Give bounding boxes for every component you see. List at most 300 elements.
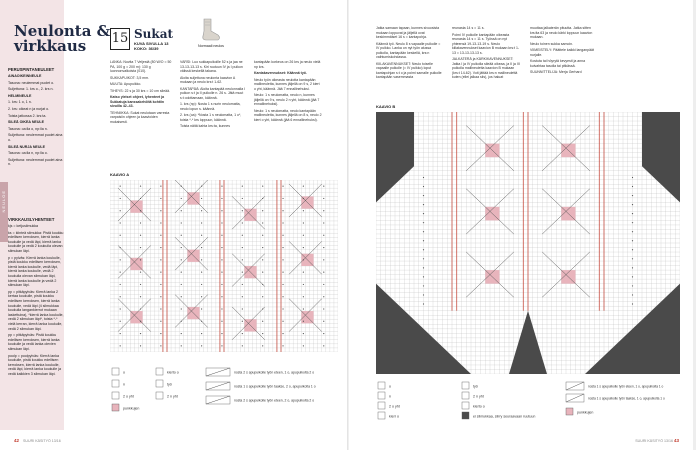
helmi-line-1: 1. krs: 1 o, 1 n. <box>8 100 32 105</box>
stitch-dot <box>201 198 202 199</box>
knitting-chart-b <box>376 112 680 374</box>
stitch-dot <box>140 296 141 297</box>
stitch-dot <box>262 247 263 248</box>
legend-right-graphics <box>376 380 676 424</box>
stitch-dot <box>632 267 633 268</box>
stitch-dot <box>303 321 304 322</box>
stitch-dot <box>282 345 283 346</box>
col-para: KANTAPÄÄ: Aloita kantapää neulonnalla I puikon s:t ja II puikolle n. 26 s. Jätä muut s:t odottamaan, käännä. <box>180 86 246 100</box>
pattern-name: Sukat <box>134 27 174 41</box>
stitch-dot <box>181 272 182 273</box>
stitch-dot <box>160 333 161 334</box>
left-col-2 <box>180 60 246 131</box>
stitch-dot <box>262 345 263 346</box>
stitch-dot <box>282 272 283 273</box>
stitch-dot <box>632 213 633 214</box>
stitch-dot <box>120 272 121 273</box>
stitch-dot <box>181 198 182 199</box>
stitch-dot <box>303 210 304 211</box>
aina-line-1: Tasona: neulemmat puolet o. <box>8 80 55 85</box>
stitch-dot <box>262 296 263 297</box>
col-para: Jatka samaan tapaan, kunnes sivuosista mukaan loppuvat ja jäljellä ovat keskimmäiset 16 s = kantapohja. <box>376 26 440 39</box>
col-para: VIIMEISTELY: Päättele kaikki langanpäät nurjalle. <box>530 48 594 57</box>
section-title: Neulonta & virkkaus <box>14 22 111 55</box>
footer-right <box>635 438 682 443</box>
col-para: Toista näitä kahta krs:ta, kunnes <box>180 124 230 128</box>
stitch-dot <box>160 235 161 236</box>
stitch-dot <box>120 308 121 309</box>
helmi-line-2: 2. krs: oikeat n ja nurjat o. <box>8 107 50 112</box>
legend-label: o <box>123 370 125 375</box>
legend-label: ei silmukkaa, siirry seuraavaan ruutuun <box>473 414 536 419</box>
stitch-dot <box>221 222 222 223</box>
stitch-dot <box>221 308 222 309</box>
stitch-dot <box>140 272 141 273</box>
stitch-dot <box>632 294 633 295</box>
stitch-dot <box>201 222 202 223</box>
stitch-dot <box>242 222 243 223</box>
stitch-dot <box>221 321 222 322</box>
stitch-dot <box>303 222 304 223</box>
stitch-dot <box>160 186 161 187</box>
stitch-dot <box>201 345 202 346</box>
stitch-dot <box>181 247 182 248</box>
stitch-dot <box>303 198 304 199</box>
stitch-dot <box>323 235 324 236</box>
stitch-dot <box>140 321 141 322</box>
sileaoik-heading: SILEÄ OIKEA NEULE <box>8 120 45 125</box>
publication: SUURI KÄSITYÖ 13/16 <box>23 439 61 443</box>
abbrev-item: pp = pitkäpylväs: Pistä koukku edellisen kerroksen, kierrä lanka koukulle ja vedä lanka olevien silmukan läpi. <box>8 333 60 351</box>
stitch-dot <box>282 198 283 199</box>
col-para: Aloita suljettuna neulonta kaavion A mukaan ja neulo krs:t 1-62. <box>180 75 236 84</box>
stitch-dot <box>221 210 222 211</box>
legend-right <box>376 380 676 425</box>
stitch-dot <box>282 333 283 334</box>
stitch-dot <box>160 272 161 273</box>
stitch-dot <box>120 222 121 223</box>
stitch-dot <box>201 321 202 322</box>
abbrev-item: pp = pitkäpylväs: Kierrä lanka 2 kertaa koukulle, pistä koukku edellisen kerroksen, kierrä lanka koukulle, vedä läpi (4 silmukkaa koukulla langankierrot mukaan laskettuina), *kierrä lanka koukulle, vedä 2 silmukan läpi*, toista *-* vielä kerran, kierrä lanka koukulle, vedä 2 silmukan läpi. <box>8 289 64 331</box>
stitch-dot <box>632 222 633 223</box>
stitch-dot <box>282 247 283 248</box>
stitch-dot <box>632 303 633 304</box>
stitch-dot <box>140 308 141 309</box>
stitch-dot <box>262 284 263 285</box>
stitch-dot <box>181 186 182 187</box>
sock-caption: Normaali neulos <box>198 44 224 48</box>
stitch-dot <box>632 258 633 259</box>
stitch-dot <box>282 308 283 309</box>
stitch-dot <box>221 235 222 236</box>
footer-left <box>14 438 61 443</box>
col-para: JALKATERÄ ja KÄRKIKAVENNUKSET: Jatka I ja IV puikolla sileää oikeaa, ja II ja III puikolla mallineuletta kaavion B mukaan (krs:t 14-62). Voit jättää krs:n mallineulettä kuten (ellei jalkaa siis), jos haluat <box>452 57 520 79</box>
col-para: Poimi IV puikolle kantapään oikeasta reunasta 14 s = 11 s. Työssä on nyt yhteensä 19-13-13-19 s. Neulo kiilakavennukset kaavion B mukaan krs:t 1-13 = 13-13-13-13 s. <box>452 32 520 55</box>
stitch-dot <box>323 198 324 199</box>
stitch-dot <box>632 276 633 277</box>
right-col-2 <box>452 26 522 82</box>
stitch-dot <box>323 333 324 334</box>
stitch-dot <box>242 198 243 199</box>
stitch-dot <box>181 321 182 322</box>
stitch-dot <box>303 235 304 236</box>
cable-note: nosta 1 s apupuikolle työn taakse, 1 o, apupuikolta 1 o <box>588 396 665 401</box>
legend-label: 2 o yht <box>389 404 400 409</box>
stitch-dot <box>323 259 324 260</box>
stitch-dot <box>181 296 182 297</box>
helmi-line-3: Toista jatkossa 2. krs:ta. <box>8 113 47 118</box>
stitch-dot <box>160 296 161 297</box>
col-para: muuttaa jalkaterän pituutta. Jatka sitten krs:lta 63 ja neulo kärki loppuun kaavion mukaan. <box>530 26 593 39</box>
stitch-dot <box>201 284 202 285</box>
stitch-dot <box>632 240 633 241</box>
stitch-dot <box>160 222 161 223</box>
legend-swatch <box>378 412 385 419</box>
stitch-dot <box>262 210 263 211</box>
stitch-dot <box>242 186 243 187</box>
legend-left <box>110 364 338 424</box>
stitch-dot <box>242 247 243 248</box>
col-para: reunasta 14 s = 11 s. <box>452 26 485 30</box>
stitch-dot <box>303 333 304 334</box>
stitch-dot <box>140 222 141 223</box>
stitch-dot <box>120 321 121 322</box>
legend-label: kierto o <box>473 404 485 409</box>
legend-swatch <box>378 392 385 399</box>
stitch-dot <box>120 235 121 236</box>
col-para: 2. krs (oa): *Nosta 1 s neulomatta, 1 o*, toista *-* krs loppuun, käännä. <box>180 113 242 122</box>
col-para: SUKKAPUIKOT: 3,5 mm. <box>110 75 150 80</box>
stitch-dot <box>201 247 202 248</box>
legend-swatch <box>156 380 163 387</box>
stitch-dot <box>303 186 304 187</box>
right-page <box>348 0 696 450</box>
knitting-chart-a <box>110 180 338 352</box>
legend-swatch <box>462 412 469 419</box>
stitch-dot <box>242 210 243 211</box>
legend-label: työ <box>167 382 172 387</box>
stitch-dot <box>423 213 424 214</box>
stitch-dot <box>262 235 263 236</box>
stitch-dot <box>120 345 121 346</box>
col-para: MUUTA: Apupuikko. <box>110 82 142 86</box>
stitch-dot <box>423 195 424 196</box>
legend-label: n <box>123 382 125 387</box>
stitch-dot <box>423 267 424 268</box>
stitch-dot <box>140 333 141 334</box>
stitch-dot <box>181 259 182 260</box>
stitch-dot <box>323 321 324 322</box>
stitch-dot <box>181 210 182 211</box>
stitch-dot <box>323 247 324 248</box>
aina-heading: AINAOIKEINNEULE <box>8 74 42 79</box>
legend-label: o <box>389 384 391 389</box>
stitch-dot <box>201 210 202 211</box>
col-para: Neulo: 1 s neulomatta, neulo kantapään mallineuletta, kunnes jäljellä on 8 s, neulo 2 kiert o yht, käännä (jää 6 ennallinehuksi). <box>254 108 322 122</box>
stitch-dot <box>221 198 222 199</box>
stitch-dot <box>242 345 243 346</box>
cable-note: nosta 2 s apupuikolle työn eteen, 1 o, apupuikolta 2 o <box>234 370 315 375</box>
legend-label: 2 o yht <box>123 394 134 399</box>
stitch-dot <box>262 259 263 260</box>
stitch-dot <box>242 321 243 322</box>
stitch-dot <box>423 231 424 232</box>
stitch-dot <box>323 345 324 346</box>
chart-b-label: KAAVIO B <box>376 104 396 109</box>
legend-swatch <box>112 392 119 399</box>
stitch-dot <box>303 272 304 273</box>
pattern-sub-1: KUVA SIVULLA 13 <box>134 41 169 46</box>
side-tab-label: NEULOE <box>1 190 6 213</box>
legend-swatch <box>462 402 469 409</box>
stitch-dot <box>632 186 633 187</box>
stitch-dot <box>140 186 141 187</box>
basics-block <box>8 68 64 169</box>
col-para: LANKA: Novita 7 Veljestä (80 W/O = 50 PA, 100 g = 200 m): 130 g luonnonvalkoista (010). <box>110 60 172 73</box>
legend-label: työ <box>473 384 478 389</box>
stitch-dot <box>262 222 263 223</box>
legend-swatch <box>112 404 119 411</box>
stitch-dot <box>120 259 121 260</box>
left-col-3 <box>254 60 322 124</box>
stitch-dot <box>160 198 161 199</box>
stitch-dot <box>120 247 121 248</box>
stitch-dot <box>423 276 424 277</box>
stitch-dot <box>242 308 243 309</box>
page-number: 43 <box>673 438 679 443</box>
stitch-dot <box>282 186 283 187</box>
sileaoik-line-2: Suljettuna: neulemmat puolet aina o. <box>8 133 63 143</box>
legend-label: 2 n yht <box>167 394 178 399</box>
legend-swatch <box>566 408 573 415</box>
col-para: Neulo: 1 s neulomatta, neulo n, kunnes jäljellä on 9 s, neulo 2 n yht, käännä (jää 7 ennallinehuksi). <box>254 93 320 106</box>
stitch-dot <box>323 222 324 223</box>
legend-label: kierto o <box>167 370 179 375</box>
stitch-dot <box>201 296 202 297</box>
stitch-dot <box>201 186 202 187</box>
stitch-dot <box>423 177 424 178</box>
stitch-dot <box>181 345 182 346</box>
stitch-dot <box>423 204 424 205</box>
legend-label: 2 n yht <box>473 394 484 399</box>
stitch-dot <box>242 272 243 273</box>
legend-swatch <box>112 368 119 375</box>
right-col-1 <box>376 26 444 82</box>
stitch-dot <box>221 296 222 297</box>
stitch-dot <box>303 259 304 260</box>
stitch-dot <box>282 210 283 211</box>
stitch-dot <box>303 296 304 297</box>
stitch-dot <box>120 296 121 297</box>
legend-label: punkkujen <box>123 406 140 411</box>
sock-icon <box>196 18 222 42</box>
col-para: TEHNIIKKA: Sukat neulotaan varresta varpaisiin ohjeen ja kaavioiden mukaisesti. <box>110 110 170 124</box>
legend-swatch <box>112 380 119 387</box>
abbrev-item: kjs = ketjusilmukka <box>8 224 39 229</box>
stitch-dot <box>323 308 324 309</box>
col-para: Kostuta tai höyrytä kevyesti ja anna kuivahtaa tasolla tai pitkässä. <box>530 59 586 68</box>
stitch-dot <box>140 210 141 211</box>
stitch-dot <box>140 198 141 199</box>
stitch-dot <box>120 333 121 334</box>
stitch-dot <box>160 308 161 309</box>
stitch-dot <box>181 222 182 223</box>
basics-heading: PERUSPINTANEULEET <box>8 67 55 72</box>
helmi-heading: HELMINEULE <box>8 93 32 98</box>
stitch-dot <box>323 296 324 297</box>
stitch-dot <box>282 235 283 236</box>
legend-swatch <box>156 392 163 399</box>
stitch-dot <box>262 186 263 187</box>
legend-label: n <box>389 394 391 399</box>
pattern-sub <box>134 41 169 51</box>
stitch-dot <box>201 333 202 334</box>
stitch-dot <box>181 308 182 309</box>
page-number: 42 <box>14 438 20 443</box>
stitch-dot <box>423 222 424 223</box>
stitch-dot <box>140 345 141 346</box>
stitch-dot <box>201 272 202 273</box>
stitch-dot <box>262 321 263 322</box>
pattern-sub-2: KOKO: 36/39 <box>134 46 159 51</box>
stitch-dot <box>423 303 424 304</box>
stitch-dot <box>632 195 633 196</box>
stitch-dot <box>120 186 121 187</box>
sileanur-heading: SILEÄ NURJA NEULE <box>8 144 46 149</box>
stitch-dot <box>262 333 263 334</box>
stitch-dot <box>242 235 243 236</box>
stitch-dot <box>262 272 263 273</box>
abbrev-heading: VIRKKAUSLYHENTEET <box>8 217 55 222</box>
stitch-dot <box>632 177 633 178</box>
legend-swatch <box>378 402 385 409</box>
sileanur-line-2: Suljettuna: neulemmat puolet aina n. <box>8 157 63 167</box>
stitch-dot <box>140 235 141 236</box>
stitch-dot <box>160 321 161 322</box>
stitch-dot <box>323 284 324 285</box>
col-para: Kantakavennukset: Käännä työ. <box>254 71 307 75</box>
stitch-dot <box>140 259 141 260</box>
stitch-dot <box>323 186 324 187</box>
pattern-number: 15 <box>110 28 130 50</box>
abbrev-item: poolp = poolpylväs: Kierrä lanka koukulle, pistä koukku edellisen kerroksen, kierrä lanka koukulle, vedä läpi, kierrä lanka koukulle ja vedä kaikkien 3 silmukan läpi. <box>8 353 61 376</box>
stitch-dot <box>242 284 243 285</box>
stitch-dot <box>262 308 263 309</box>
stitch-dot <box>120 210 121 211</box>
col-para: kantapään korkeus on 26 krs ja neulo vielä np krs. <box>254 60 321 69</box>
stitch-dot <box>221 284 222 285</box>
stitch-dot <box>160 210 161 211</box>
left-col-1 <box>110 60 174 126</box>
abbrev-block <box>8 218 64 379</box>
stitch-dot <box>160 259 161 260</box>
col-para: VARSI: Luo sukkapuikoille 52 s ja jaa ne 13-13-13-13 s. Kiri ruutuun IV ja I puikon välissä keskellä takana. <box>180 60 243 73</box>
stitch-dot <box>303 284 304 285</box>
legend-swatch <box>462 392 469 399</box>
stitch-dot <box>323 272 324 273</box>
aina-line-2: Suljettuna: 1. krs o., 2. krs n. <box>8 87 54 92</box>
stitch-dot <box>221 345 222 346</box>
stitch-dot <box>423 186 424 187</box>
stitch-dot <box>423 249 424 250</box>
legend-swatch <box>156 368 163 375</box>
stitch-dot <box>282 284 283 285</box>
abbrev-item: ks = kiinteä silmukka: Pistä koukku edellisen kerroksen, kierrä lanka koukulle ja vedä läpi, kierrä lanka koukulle ja vedä 2 koukulla olevan silmukan läpi. <box>8 230 64 254</box>
stitch-dot <box>221 272 222 273</box>
stitch-dot <box>242 259 243 260</box>
publication: SUURI KÄSITYÖ 13/16 <box>635 439 673 443</box>
stitch-dot <box>160 345 161 346</box>
stitch-dot <box>242 296 243 297</box>
stitch-dot <box>181 333 182 334</box>
stitch-dot <box>632 285 633 286</box>
stitch-dot <box>160 247 161 248</box>
col-para: Neulo toinen sukka samoin. <box>530 41 573 46</box>
cable-note: nosta 2 s apupuikolle työn eteen, 2 o, apupuikolta 2 o <box>234 398 315 403</box>
stitch-dot <box>120 284 121 285</box>
legend-label: kierr o <box>389 414 399 419</box>
stitch-dot <box>303 308 304 309</box>
stitch-dot <box>423 285 424 286</box>
col-para: KIILAKAVENNUKSET: Neulo toiselle vapaalle puikolle (= IV puikko) loput kantapohjan s:t o ja poimi samalle puikolle kantapään vasemmasta <box>376 61 442 79</box>
stitch-dot <box>160 284 161 285</box>
stitch-dot <box>221 333 222 334</box>
col-para: Katso yleiset ohjeet, lyhenteet ja Sukkatuja kanssakehöltä kohtiin sivuilla 42–43. <box>110 95 165 108</box>
stitch-dot <box>201 259 202 260</box>
col-para: 1. krs (np): Nosta 1 s nurin neulomatta, neulo lopun s. käännä. <box>180 102 241 111</box>
sileanur-line-1: Tasona: oa:lla n, np:lla o. <box>8 151 48 156</box>
legend-swatch <box>462 382 469 389</box>
stitch-dot <box>303 345 304 346</box>
col-para: Neulo työn oikeasta neulotta kantapään mallineuletta, kunnes jäljellä on 9 s, 2 kiert o yht, käännä. Jää 7 ennallinehuksi. <box>254 77 320 91</box>
stitch-dot <box>632 231 633 232</box>
stitch-dot <box>201 308 202 309</box>
legend-left-graphics <box>110 364 338 422</box>
stitch-dot <box>632 249 633 250</box>
stitch-dot <box>282 259 283 260</box>
cable-note: nosta 1 s apupuikolle työn taakse, 2 o, apupuikolta 1 o <box>234 384 316 389</box>
stitch-dot <box>181 284 182 285</box>
stitch-dot <box>423 294 424 295</box>
abbrev-item: p = pylväs: Kierrä lanka koukulle, pistä koukku edellisen kerroksen, kierrä lanka koukulle, vedä läpi, kierrä lanka koukulle, vedä 2 koukulla olevan silmukan läpi, kierrä lanka koukulle ja vedä 2 silmukan läpi. <box>8 255 61 288</box>
col-para: TIHEYS: 22 s ja 30 krs = 10 cm sileää. <box>110 88 171 93</box>
stitch-dot <box>303 247 304 248</box>
right-col-3 <box>530 26 600 77</box>
col-para: Käännä työ. Neulo 8 s vapaalle puikolle = IV puikko. Lanka on nyt työn alussa puikolla, kantapään keskellä, krs:n vaihtumiskohdassa. <box>376 41 441 59</box>
stitch-dot <box>120 198 121 199</box>
stitch-dot <box>423 258 424 259</box>
stitch-dot <box>221 247 222 248</box>
chart-a-label: KAAVIO A <box>110 172 130 177</box>
col-para: SUUNNITTELIJA: Merja Gerhard <box>530 70 582 74</box>
stitch-dot <box>262 198 263 199</box>
stitch-dot <box>323 210 324 211</box>
stitch-dot <box>282 321 283 322</box>
stitch-dot <box>140 284 141 285</box>
legend-label: punkkujen <box>577 410 594 415</box>
stitch-dot <box>242 333 243 334</box>
stitch-dot <box>423 240 424 241</box>
stitch-dot <box>201 235 202 236</box>
legend-swatch <box>378 382 385 389</box>
cable-note: nosta 1 s apupuikolle työn eteen, 1 o, apupuikolta 1 o <box>588 384 664 389</box>
stitch-dot <box>140 247 141 248</box>
stitch-dot <box>282 296 283 297</box>
stitch-dot <box>181 235 182 236</box>
stitch-dot <box>632 204 633 205</box>
stitch-dot <box>221 186 222 187</box>
stitch-dot <box>221 259 222 260</box>
